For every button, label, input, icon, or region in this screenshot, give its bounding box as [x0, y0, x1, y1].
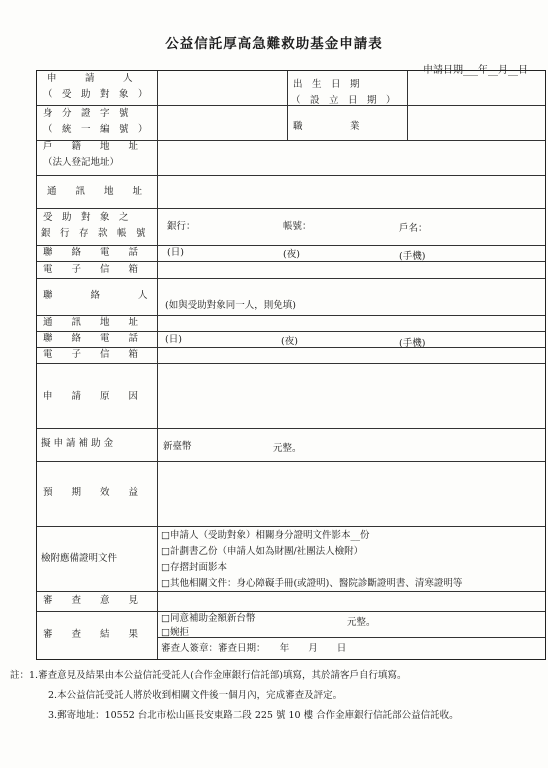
- phone-day-field[interactable]: (日): [167, 247, 184, 258]
- household-address-label: 戶 籍 地 址: [43, 141, 139, 152]
- amount-label: 擬 申 請 補 助 金: [41, 438, 114, 449]
- bank-account-label: 受 助 對 象 之: [43, 212, 129, 223]
- amount-unit: 元整。: [273, 443, 302, 454]
- column-divider: [287, 71, 288, 140]
- bank-name-field[interactable]: 銀行：: [167, 221, 196, 232]
- note-2: 2.本公益信託受託人將於收到相關文件後一個月內，完成審查及評定。: [48, 690, 343, 701]
- row-divider: [37, 331, 545, 332]
- application-date[interactable]: 申請日期___年__月__日: [423, 65, 528, 76]
- reviewer-signature-date[interactable]: 審查人簽章：審查日期： 年 月 日: [161, 643, 347, 654]
- phone-mobile-field[interactable]: (手機): [399, 251, 426, 262]
- row-divider: [37, 315, 545, 316]
- contact-email-label: 電 子 信 箱: [43, 349, 139, 360]
- review-opinion-label: 審 查 意 見: [43, 595, 139, 606]
- expected-benefit-label: 預 期 效 益: [43, 487, 139, 498]
- application-form-table: [36, 70, 546, 660]
- note-1: 註：1.審查意見及結果由本公益信託受託人(合作金庫銀行信託部)填寫，其於請客戶自行填寫。: [10, 670, 407, 681]
- household-address-sub-label: （法人登記地址）: [43, 157, 120, 168]
- id-number-sub-label: （ 統 一 編 號 ）: [43, 124, 148, 135]
- document-checkbox-plan[interactable]: □計劃書乙份（申請人如為財團/社團法人檢附）: [161, 546, 364, 557]
- row-divider: [37, 591, 545, 592]
- amount-currency: 新臺幣: [163, 441, 192, 452]
- contact-phone-night-field[interactable]: (夜): [281, 336, 298, 347]
- row-divider: [37, 611, 545, 612]
- form-title: 公益信託厚高急難救助基金申請表: [165, 36, 383, 52]
- contact-phone-mobile-field[interactable]: (手機): [399, 338, 426, 349]
- birth-sub-label: （ 設 立 日 期 ）: [291, 95, 396, 106]
- email-label: 電 子 信 箱: [43, 264, 139, 275]
- review-result-label: 審 查 結 果: [43, 629, 139, 640]
- row-divider: [37, 208, 545, 209]
- id-number-label: 身 分 證 字 號: [43, 108, 129, 119]
- contact-person-label: 聯 絡 人: [43, 290, 148, 301]
- row-divider: [37, 428, 545, 429]
- document-checkbox-id[interactable]: □申請人（受助對象）相關身分證明文件影本__份: [161, 530, 370, 541]
- row-divider: [37, 245, 545, 246]
- result-approve-checkbox[interactable]: □同意補助金額新台幣: [161, 613, 256, 624]
- phone-label: 聯 絡 電 話: [43, 247, 139, 258]
- contact-person-note: (如與受助對象同一人，則免填): [165, 300, 296, 311]
- reason-label: 申 請 原 因: [43, 391, 139, 402]
- row-divider: [37, 363, 545, 364]
- occupation-label: 職 業: [293, 121, 360, 132]
- account-holder-field[interactable]: 戶名：: [399, 223, 428, 234]
- contact-phone-label: 聯 絡 電 話: [43, 333, 139, 344]
- row-divider: [37, 175, 545, 176]
- row-divider: [37, 461, 545, 462]
- applicant-label: 申 請 人: [47, 73, 133, 84]
- document-checkbox-other[interactable]: □其他相關文件：身心障礙手冊(或證明)、醫院診斷證明書、清寒證明等: [161, 578, 463, 589]
- column-divider: [407, 71, 408, 140]
- document-checkbox-passbook[interactable]: □存摺封面影本: [161, 562, 227, 573]
- required-documents-label: 檢附應備證明文件: [41, 553, 118, 564]
- result-approve-unit: 元整。: [347, 617, 376, 628]
- result-reject-checkbox[interactable]: □婉拒: [161, 627, 189, 638]
- bank-account-sub-label: 銀 行 存 款 帳 號: [41, 228, 146, 239]
- phone-night-field[interactable]: (夜): [283, 249, 300, 260]
- contact-mailing-address-label: 通 訊 地 址: [43, 317, 139, 328]
- column-divider: [157, 71, 158, 659]
- contact-phone-day-field[interactable]: (日): [165, 334, 182, 345]
- row-divider: [37, 278, 545, 279]
- row-divider: [37, 526, 545, 527]
- row-divider: [157, 637, 545, 638]
- mailing-address-label: 通 訊 地 址: [47, 186, 143, 197]
- applicant-sub-label: （ 受 助 對 象 ）: [43, 89, 148, 100]
- note-3: 3.郵寄地址：10552 台北市松山區長安東路二段 225 號 10 樓 合作金庫銀行信託部公益信託收。: [48, 710, 459, 721]
- row-divider: [37, 261, 545, 262]
- bank-account-field[interactable]: 帳號：: [283, 221, 312, 232]
- birth-label: 出 生 日 期: [293, 79, 360, 90]
- form-notes: [10, 666, 459, 726]
